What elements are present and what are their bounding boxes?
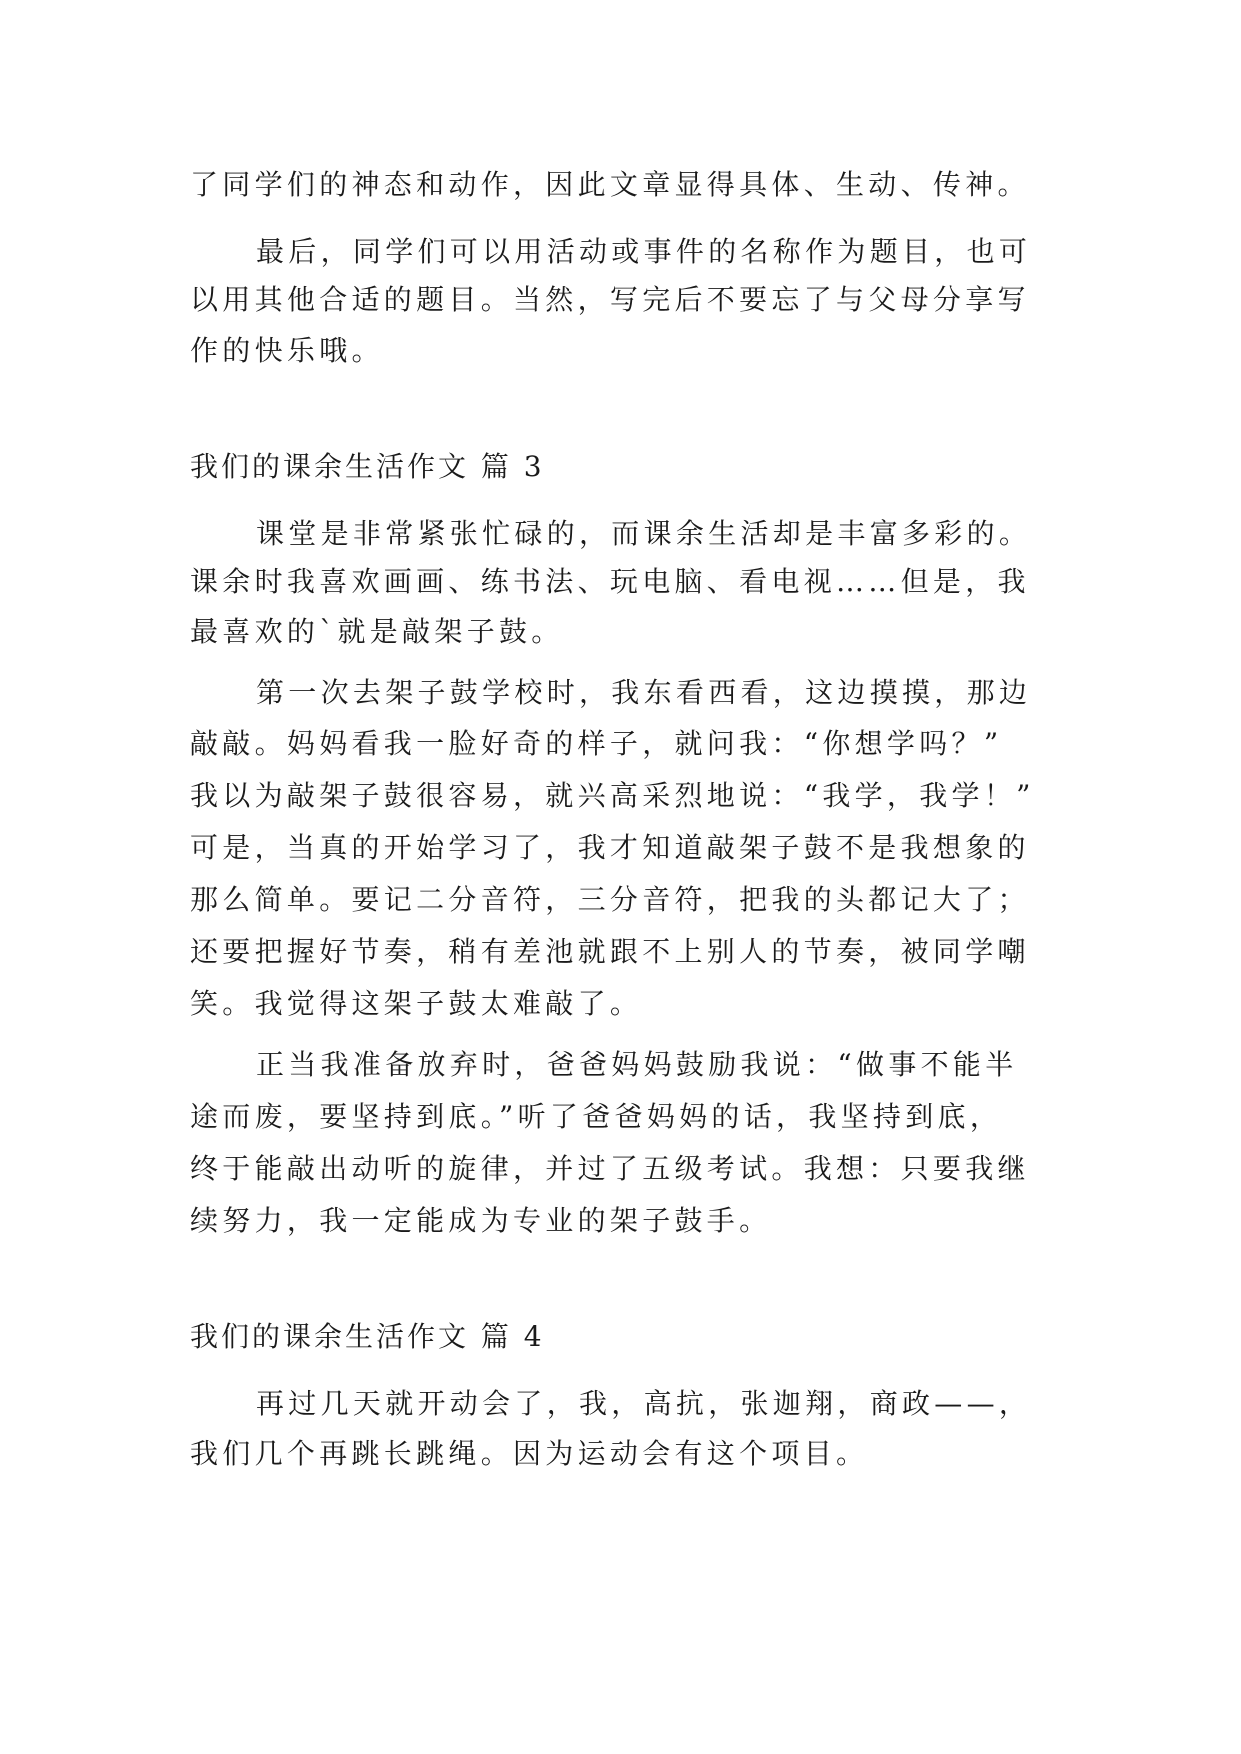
paragraph-line: 可是，当真的开始学习了，我才知道敲架子鼓不是我想象的 [190, 831, 1030, 864]
paragraph-line: 最喜欢的`就是敲架子鼓。 [190, 615, 564, 648]
paragraph-line: 还要把握好节奏，稍有差池就跟不上别人的节奏，被同学嘲 [190, 935, 1030, 968]
paragraph-line: 课堂是非常紧张忙碌的，而课余生活却是丰富多彩的。 [256, 517, 1032, 550]
paragraph-line: 我们几个再跳长跳绳。因为运动会有这个项目。 [190, 1437, 869, 1470]
paragraph-line: 再过几天就开动会了，我，高抗，张迦翔，商政——， [256, 1387, 1032, 1420]
section-heading: 我们的课余生活作文 篇 4 [190, 1320, 545, 1353]
paragraph-line: 终于能敲出动听的旋律，并过了五级考试。我想：只要我继 [190, 1152, 1030, 1185]
paragraph-line: 以用其他合适的题目。当然，写完后不要忘了与父母分享写 [190, 283, 1030, 316]
paragraph-line: 续努力，我一定能成为专业的架子鼓手。 [190, 1204, 772, 1237]
paragraph-line: 敲敲。妈妈看我一脸好奇的样子，就问我：“你想学吗？” [190, 727, 1003, 760]
paragraph-line: 最后，同学们可以用活动或事件的名称作为题目，也可 [256, 235, 1032, 268]
paragraph-line: 了同学们的神态和动作，因此文章显得具体、生动、传神。 [190, 168, 1030, 201]
section-heading: 我们的课余生活作文 篇 3 [190, 450, 545, 483]
paragraph-line: 笑。我觉得这架子鼓太难敲了。 [190, 987, 643, 1020]
paragraph-line: 课余时我喜欢画画、练书法、玩电脑、看电视……但是，我 [190, 565, 1030, 598]
paragraph-line: 途而废，要坚持到底。”听了爸爸妈妈的话，我坚持到底， [190, 1100, 1003, 1133]
paragraph-line: 第一次去架子鼓学校时，我东看西看，这边摸摸，那边 [256, 676, 1032, 709]
paragraph-line: 正当我准备放弃时，爸爸妈妈鼓励我说：“做事不能半 [256, 1048, 1018, 1081]
paragraph-line: 那么简单。要记二分音符，三分音符，把我的头都记大了； [190, 883, 1030, 916]
paragraph-line: 作的快乐哦。 [190, 334, 384, 367]
paragraph-line: 我以为敲架子鼓很容易，就兴高采烈地说：“我学，我学！” [190, 779, 1035, 812]
